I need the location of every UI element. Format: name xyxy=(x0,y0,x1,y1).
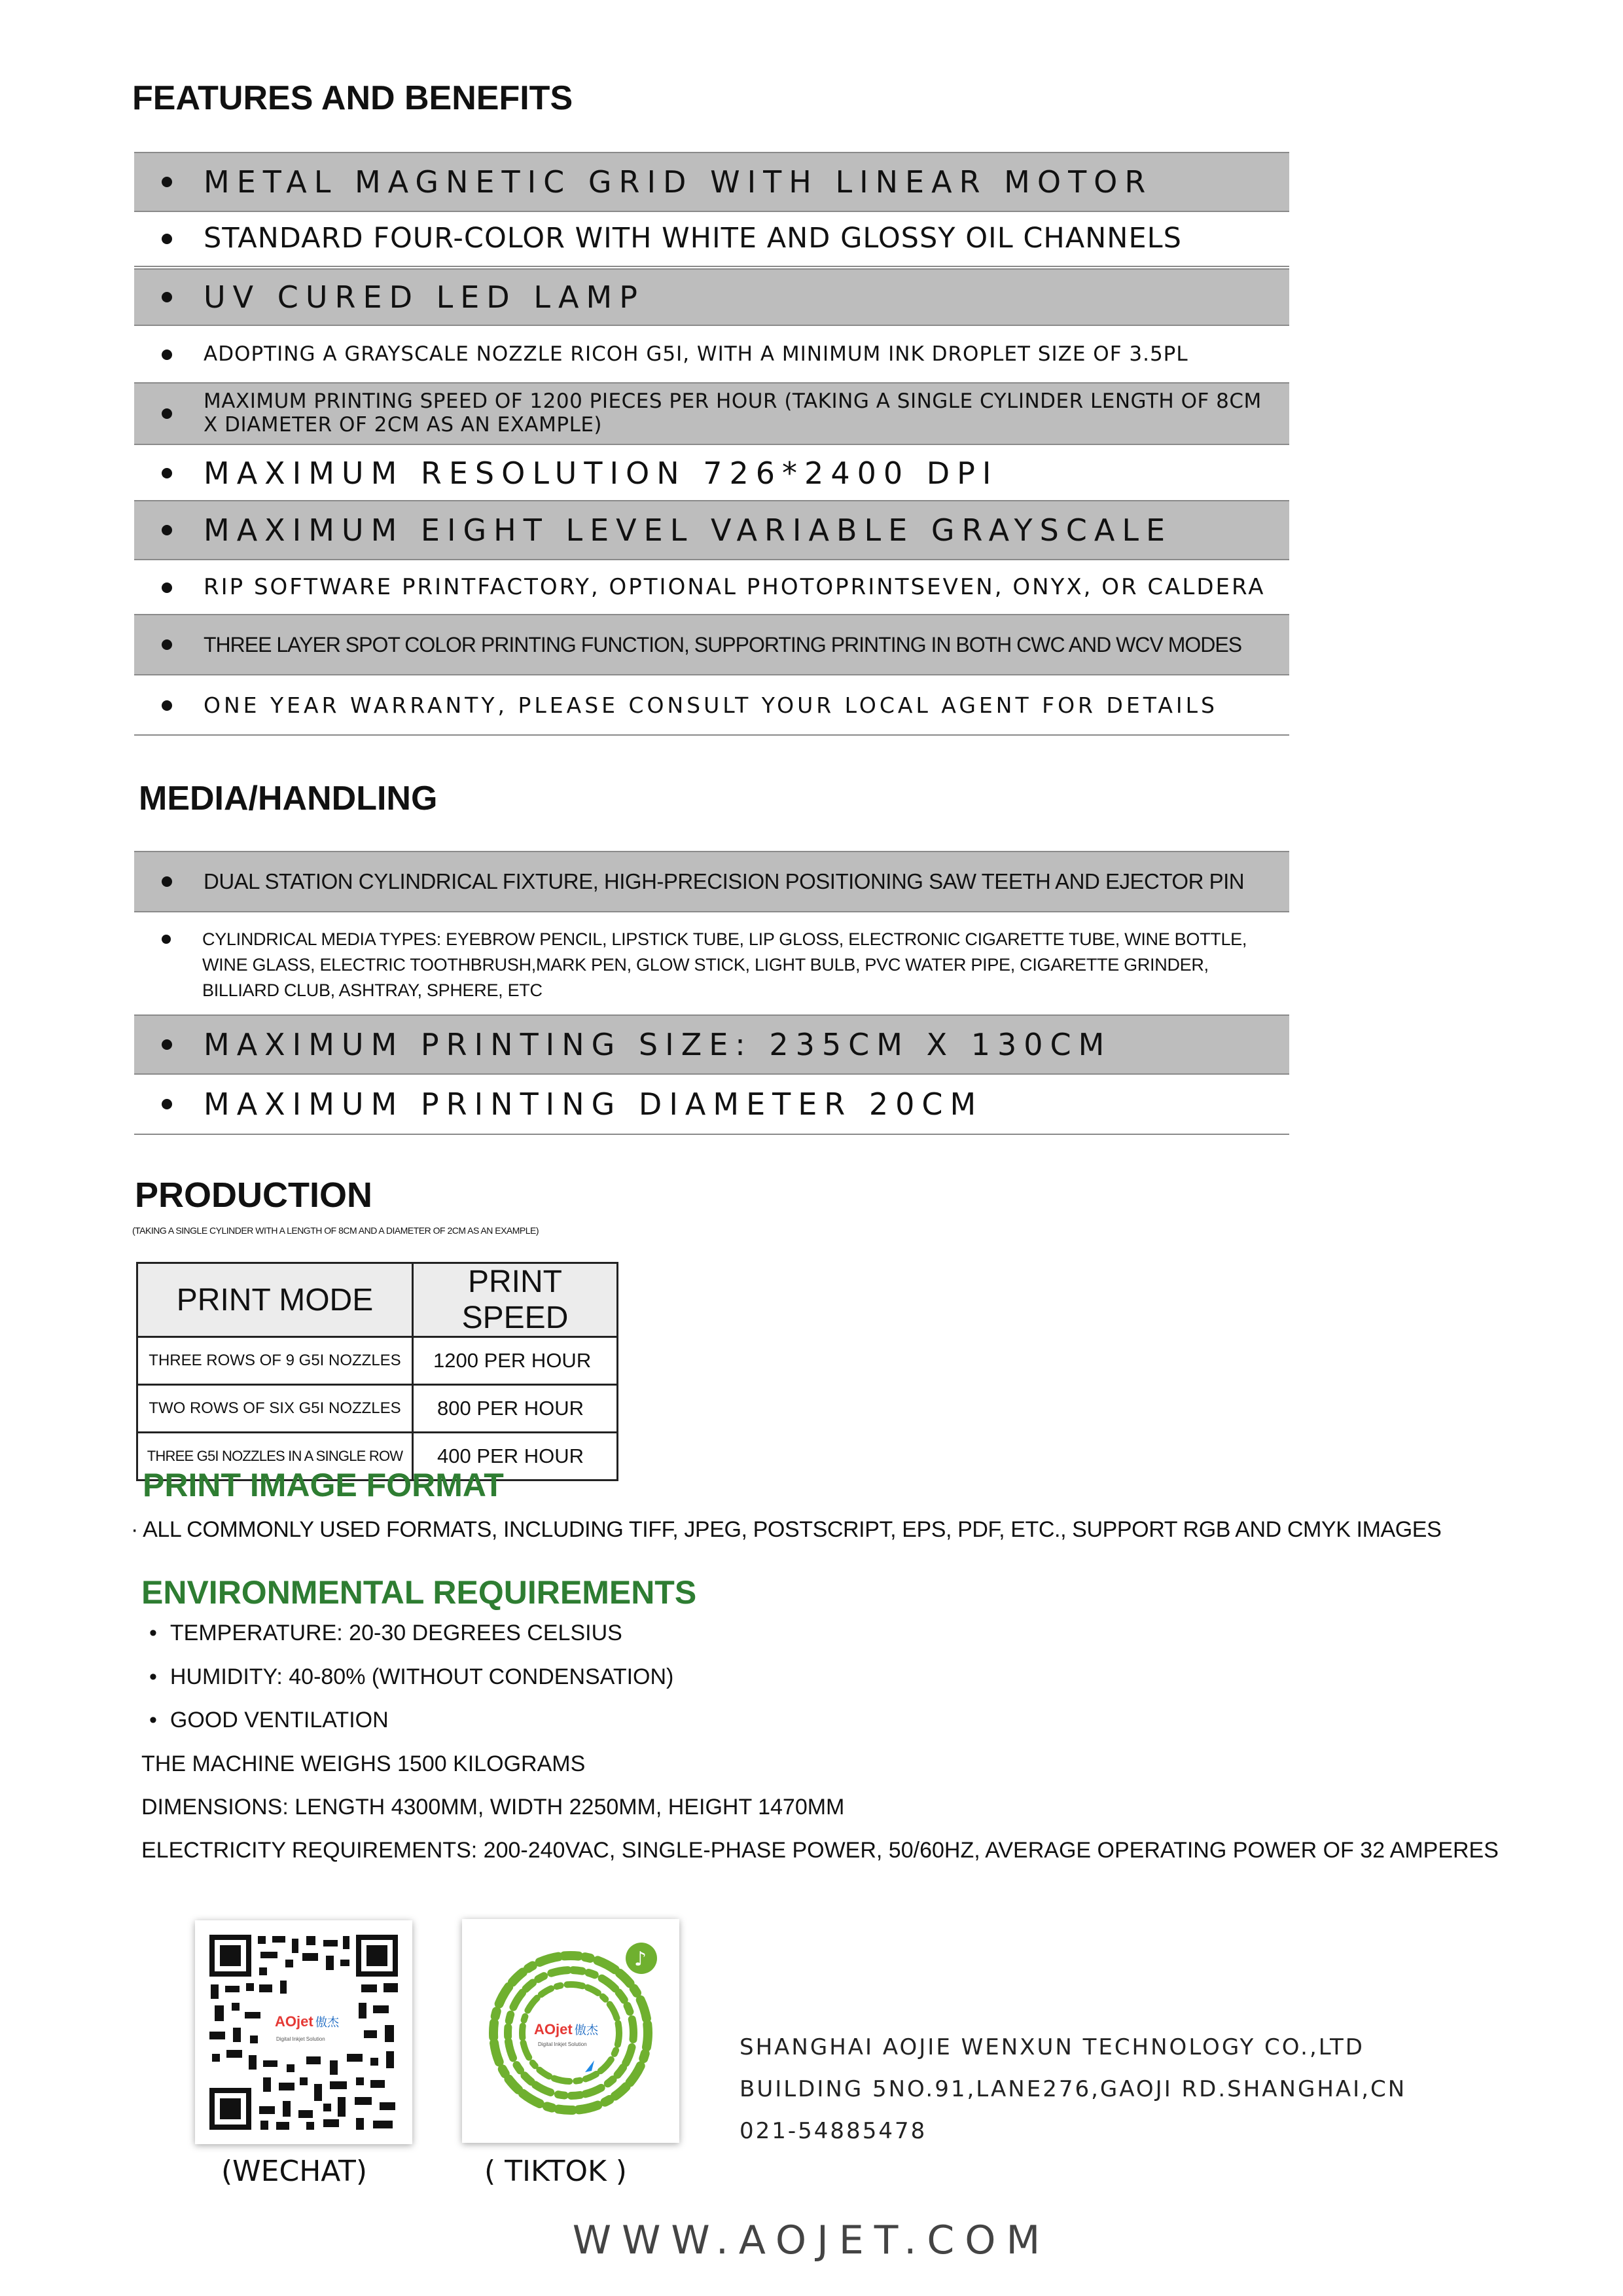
feature-row xyxy=(134,152,1289,212)
svg-text:AOjet: AOjet xyxy=(275,2013,313,2030)
bullet-icon xyxy=(162,292,172,302)
media-row xyxy=(134,851,1289,912)
media-text: MAXIMUM PRINTING DIAMETER 20CM xyxy=(204,1086,984,1122)
table-header-row xyxy=(137,1263,618,1337)
print-mode-cell: THREE G5I NOZZLES IN A SINGLE ROW xyxy=(137,1433,413,1480)
production-table xyxy=(136,1262,618,1481)
tiktok-qr-code-icon xyxy=(462,1919,679,2143)
bullet-icon xyxy=(162,639,172,650)
bullet-icon xyxy=(162,1039,172,1050)
bullet-icon xyxy=(162,583,172,593)
print-speed-cell: 1200 PER HOUR xyxy=(413,1337,618,1385)
company-address: BUILDING 5NO.91,LANE276,GAOJI RD.SHANGHAI,CN xyxy=(740,2076,1407,2102)
table-row xyxy=(137,1385,618,1433)
dot-icon: • xyxy=(149,1664,157,1689)
bullet-icon xyxy=(162,525,172,535)
feature-text: RIP SOFTWARE PRINTFACTORY, OPTIONAL PHOTOPRINTSEVEN, ONYX, OR CALDERA xyxy=(204,574,1266,601)
electricity-requirements: ELECTRICITY REQUIREMENTS: 200-240VAC, SINGLE-PHASE POWER, 50/60HZ, AVERAGE OPERATING POWER OF 32 AMPERES xyxy=(141,1838,1499,1863)
svg-text:傲杰: 傲杰 xyxy=(315,2016,339,2029)
feature-row xyxy=(134,446,1289,500)
wechat-qr-card xyxy=(195,1920,412,2144)
media-text: MAXIMUM PRINTING SIZE: 235CM X 130CM xyxy=(204,1026,1112,1062)
env-bullet-text: TEMPERATURE: 20-30 DEGREES CELSIUS xyxy=(169,1621,622,1645)
media-title: MEDIA/HANDLING xyxy=(139,780,438,817)
environment-title: ENVIRONMENTAL REQUIREMENTS xyxy=(141,1574,697,1611)
bullet-icon xyxy=(162,408,172,419)
feature-text: THREE LAYER SPOT COLOR PRINTING FUNCTION, SUPPORTING PRINTING IN BOTH CWC AND WCV MODES xyxy=(204,632,1242,656)
svg-text:傲杰: 傲杰 xyxy=(575,2024,598,2037)
bullet-icon xyxy=(162,234,172,244)
env-bullet-item xyxy=(149,1621,622,1646)
feature-row xyxy=(134,212,1289,267)
svg-text:AOjet: AOjet xyxy=(534,2021,573,2037)
dot-icon: • xyxy=(149,1708,157,1732)
production-title: PRODUCTION xyxy=(135,1175,372,1215)
media-row xyxy=(134,912,1289,1013)
features-title: FEATURES AND BENEFITS xyxy=(132,79,573,117)
feature-row xyxy=(134,268,1289,326)
feature-row xyxy=(134,677,1289,736)
env-bullet-text: HUMIDITY: 40-80% (WITHOUT CONDENSATION) xyxy=(169,1664,674,1689)
machine-dimensions: DIMENSIONS: LENGTH 4300MM, WIDTH 2250MM, HEIGHT 1470MM xyxy=(141,1795,845,1820)
production-note: (TAKING A SINGLE CYLINDER WITH A LENGTH OF 8CM AND A DIAMETER OF 2CM AS AN EXAMPLE) xyxy=(132,1225,539,1236)
feature-text: ADOPTING A GRAYSCALE NOZZLE RICOH G5I, WITH A MINIMUM INK DROPLET SIZE OF 3.5PL xyxy=(204,342,1188,367)
feature-text: STANDARD FOUR-COLOR WITH WHITE AND GLOSSY OIL CHANNELS xyxy=(204,222,1182,255)
svg-text:Digital Inkjet Solution: Digital Inkjet Solution xyxy=(276,2036,325,2042)
bullet-icon xyxy=(162,700,172,711)
image-format-title: PRINT IMAGE FORMAT xyxy=(143,1467,504,1503)
company-phone: 021-54885478 xyxy=(740,2118,927,2144)
bullet-icon xyxy=(162,468,172,478)
feature-row xyxy=(134,614,1289,675)
print-mode-cell: TWO ROWS OF SIX G5I NOZZLES xyxy=(137,1385,413,1433)
feature-row xyxy=(134,327,1289,382)
svg-text:Digital Inkjet Solution: Digital Inkjet Solution xyxy=(538,2041,587,2047)
dot-icon: • xyxy=(149,1621,157,1645)
media-row xyxy=(134,1014,1289,1075)
bullet-icon xyxy=(162,350,172,360)
svg-text:♪: ♪ xyxy=(634,1948,647,1971)
print-speed-cell: 800 PER HOUR xyxy=(413,1385,618,1433)
feature-row xyxy=(134,500,1289,560)
media-row xyxy=(134,1075,1289,1135)
wechat-caption: (WECHAT) xyxy=(221,2155,368,2188)
website-link[interactable]: WWW.AOJET.COM xyxy=(572,2217,1051,2263)
bullet-icon xyxy=(162,1099,172,1109)
wechat-qr-code-icon xyxy=(195,1920,412,2144)
machine-weight: THE MACHINE WEIGHS 1500 KILOGRAMS xyxy=(141,1751,586,1776)
tiktok-qr-card xyxy=(462,1919,679,2143)
feature-row xyxy=(134,562,1289,614)
feature-row xyxy=(134,382,1289,445)
col-header-print-mode: PRINT MODE xyxy=(137,1263,413,1337)
env-bullet-item xyxy=(149,1664,673,1690)
env-bullet-item xyxy=(149,1708,389,1733)
media-text: DUAL STATION CYLINDRICAL FIXTURE, HIGH-PRECISION POSITIONING SAW TEETH AND EJECTOR PIN xyxy=(204,869,1245,894)
tiktok-caption: ( TIKTOK ) xyxy=(484,2155,627,2188)
image-format-text: · ALL COMMONLY USED FORMATS, INCLUDING TIFF, JPEG, POSTSCRIPT, EPS, PDF, ETC., SUPPORT RGB AND CMYK IMAGES xyxy=(131,1517,1442,1542)
bullet-icon xyxy=(162,935,171,944)
bullet-icon xyxy=(162,177,172,187)
print-mode-cell: THREE ROWS OF 9 G5I NOZZLES xyxy=(137,1337,413,1385)
feature-text: MAXIMUM RESOLUTION 726*2400 DPI xyxy=(204,455,999,491)
col-header-print-speed: PRINT SPEED xyxy=(413,1263,618,1337)
company-name: SHANGHAI AOJIE WENXUN TECHNOLOGY CO.,LTD xyxy=(740,2034,1364,2060)
bullet-icon xyxy=(162,876,172,887)
feature-text: ONE YEAR WARRANTY, PLEASE CONSULT YOUR LOCAL AGENT FOR DETAILS xyxy=(204,692,1218,719)
print-speed-cell: 400 PER HOUR xyxy=(413,1433,618,1480)
feature-text: MAXIMUM PRINTING SPEED OF 1200 PIECES PER HOUR (TAKING A SINGLE CYLINDER LENGTH OF 8CM X DIAMETER OF 2CM AS AN EXAMPLE) xyxy=(204,389,1262,437)
env-bullet-text: GOOD VENTILATION xyxy=(169,1708,389,1732)
feature-text: MAXIMUM EIGHT LEVEL VARIABLE GRAYSCALE xyxy=(204,512,1173,548)
feature-text: METAL MAGNETIC GRID WITH LINEAR MOTOR xyxy=(204,164,1153,200)
feature-text: UV CURED LED LAMP xyxy=(204,279,645,315)
media-text: CYLINDRICAL MEDIA TYPES: EYEBROW PENCIL, LIPSTICK TUBE, LIP GLOSS, ELECTRONIC CIGARETTE TUBE, WINE BOTTLE, WINE GLASS, ELECTRIC TOOTHBRUSH,MARK PEN, GLOW STICK, LIGHT BULB, PVC WATER PIPE, CIGARETTE GRINDER, BILLIARD CLUB, ASHTRAY, SPHERE, ETC xyxy=(202,929,1247,1001)
table-row xyxy=(137,1337,618,1385)
